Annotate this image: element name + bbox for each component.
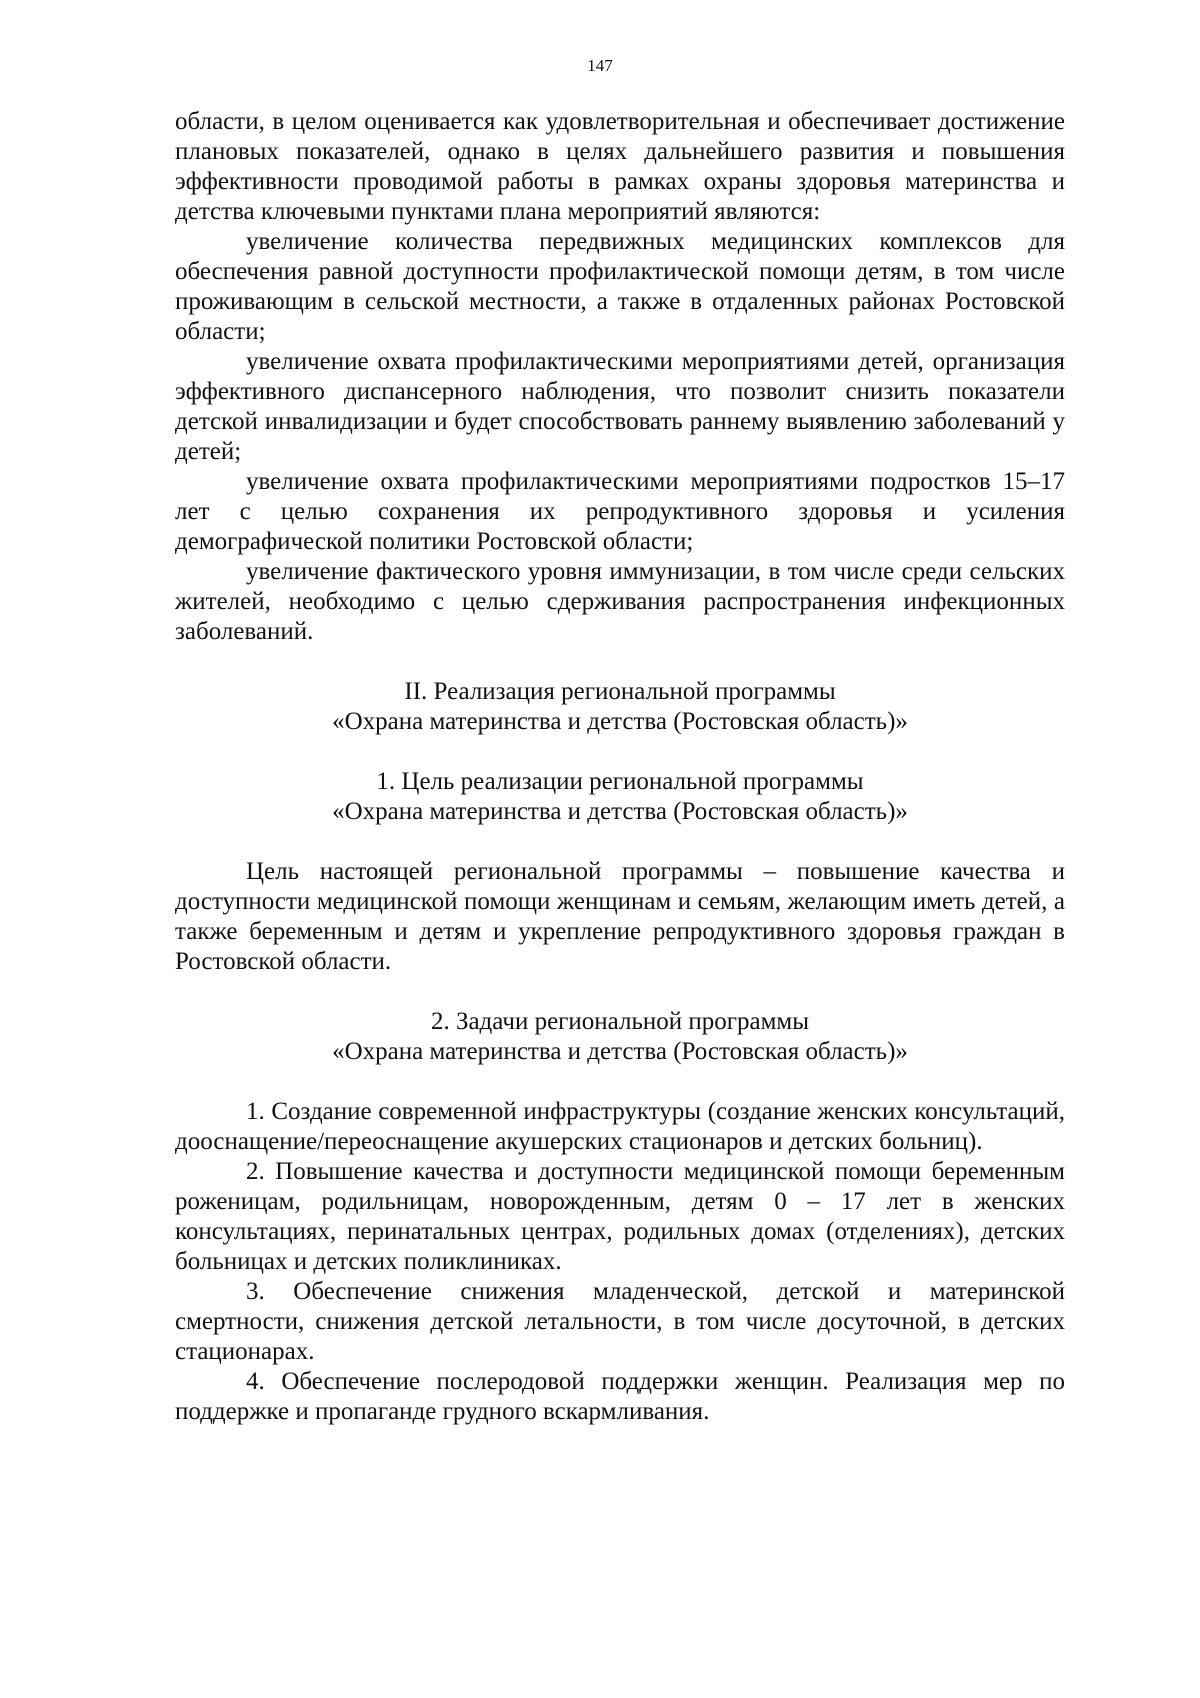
- intro-paragraph: области, в целом оценивается как удовлетворительная и обеспечивает достижение плановых показателей, однако в целях дальнейшего развития и повышения эффективности проводимой работы в рамках охраны здоровья материнства и детства ключевыми пунктами плана мероприятий являются:: [175, 108, 1065, 225]
- tasks-heading-line2: «Охрана материнства и детства (Ростовская область)»: [332, 1038, 908, 1065]
- task-item: 1. Создание современной инфраструктуры (создание женских консультаций, дооснащение/переоснащение акушерских стационаров и детских больниц).: [175, 1098, 1065, 1155]
- tasks-heading-line1: 2. Задачи региональной программы: [430, 1008, 810, 1035]
- page-number: 147: [587, 56, 613, 75]
- plan-item: увеличение охвата профилактическими мероприятиями детей, организация эффективного диспансерного наблюдения, что позволит снизить показатели детской инвалидизации и будет способствовать раннему выявлению заболеваний у детей;: [175, 348, 1065, 465]
- goal-heading-line1: 1. Цель реализации региональной программы: [376, 768, 864, 795]
- task-item: 4. Обеспечение послеродовой поддержки женщин. Реализация мер по поддержке и пропаганде грудного вскармливания.: [175, 1368, 1065, 1425]
- tasks-heading: [175, 1007, 1065, 1067]
- plan-item: увеличение охвата профилактическими мероприятиями подростков 15–17 лет с целью сохранения их репродуктивного здоровья и усиления демографической политики Ростовской области;: [175, 468, 1065, 555]
- section-heading: [175, 677, 1065, 737]
- plan-item: увеличение фактического уровня иммунизации, в том числе среди сельских жителей, необходимо с целью сдерживания распространения инфекционных заболеваний.: [175, 558, 1065, 645]
- section-heading-line1: II. Реализация региональной программы: [404, 678, 836, 705]
- document-body: [175, 107, 1065, 1427]
- plan-item: увеличение количества передвижных медицинских комплексов для обеспечения равной доступности профилактической помощи детям, в том числе проживающим в сельской местности, а также в отдаленных районах Ростовской области;: [175, 228, 1065, 345]
- task-item: 2. Повышение качества и доступности медицинской помощи беременным роженицам, родильницам, новорожденным, детям 0 – 17 лет в женских консультациях, перинатальных центрах, родильных домах (отделениях), детских больницах и детских поликлиниках.: [175, 1158, 1065, 1275]
- goal-heading-line2: «Охрана материнства и детства (Ростовская область)»: [332, 798, 908, 825]
- goal-paragraph: Цель настоящей региональной программы – повышение качества и доступности медицинской помощи женщинам и семьям, желающим иметь детей, а также беременным и детям и укрепление репродуктивного здоровья граждан в Ростовской области.: [175, 858, 1065, 975]
- goal-heading: [175, 767, 1065, 827]
- section-heading-line2: «Охрана материнства и детства (Ростовская область)»: [332, 708, 908, 735]
- task-item: 3. Обеспечение снижения младенческой, детской и материнской смертности, снижения детской летальности, в том числе досуточной, в детских стационарах.: [175, 1278, 1065, 1365]
